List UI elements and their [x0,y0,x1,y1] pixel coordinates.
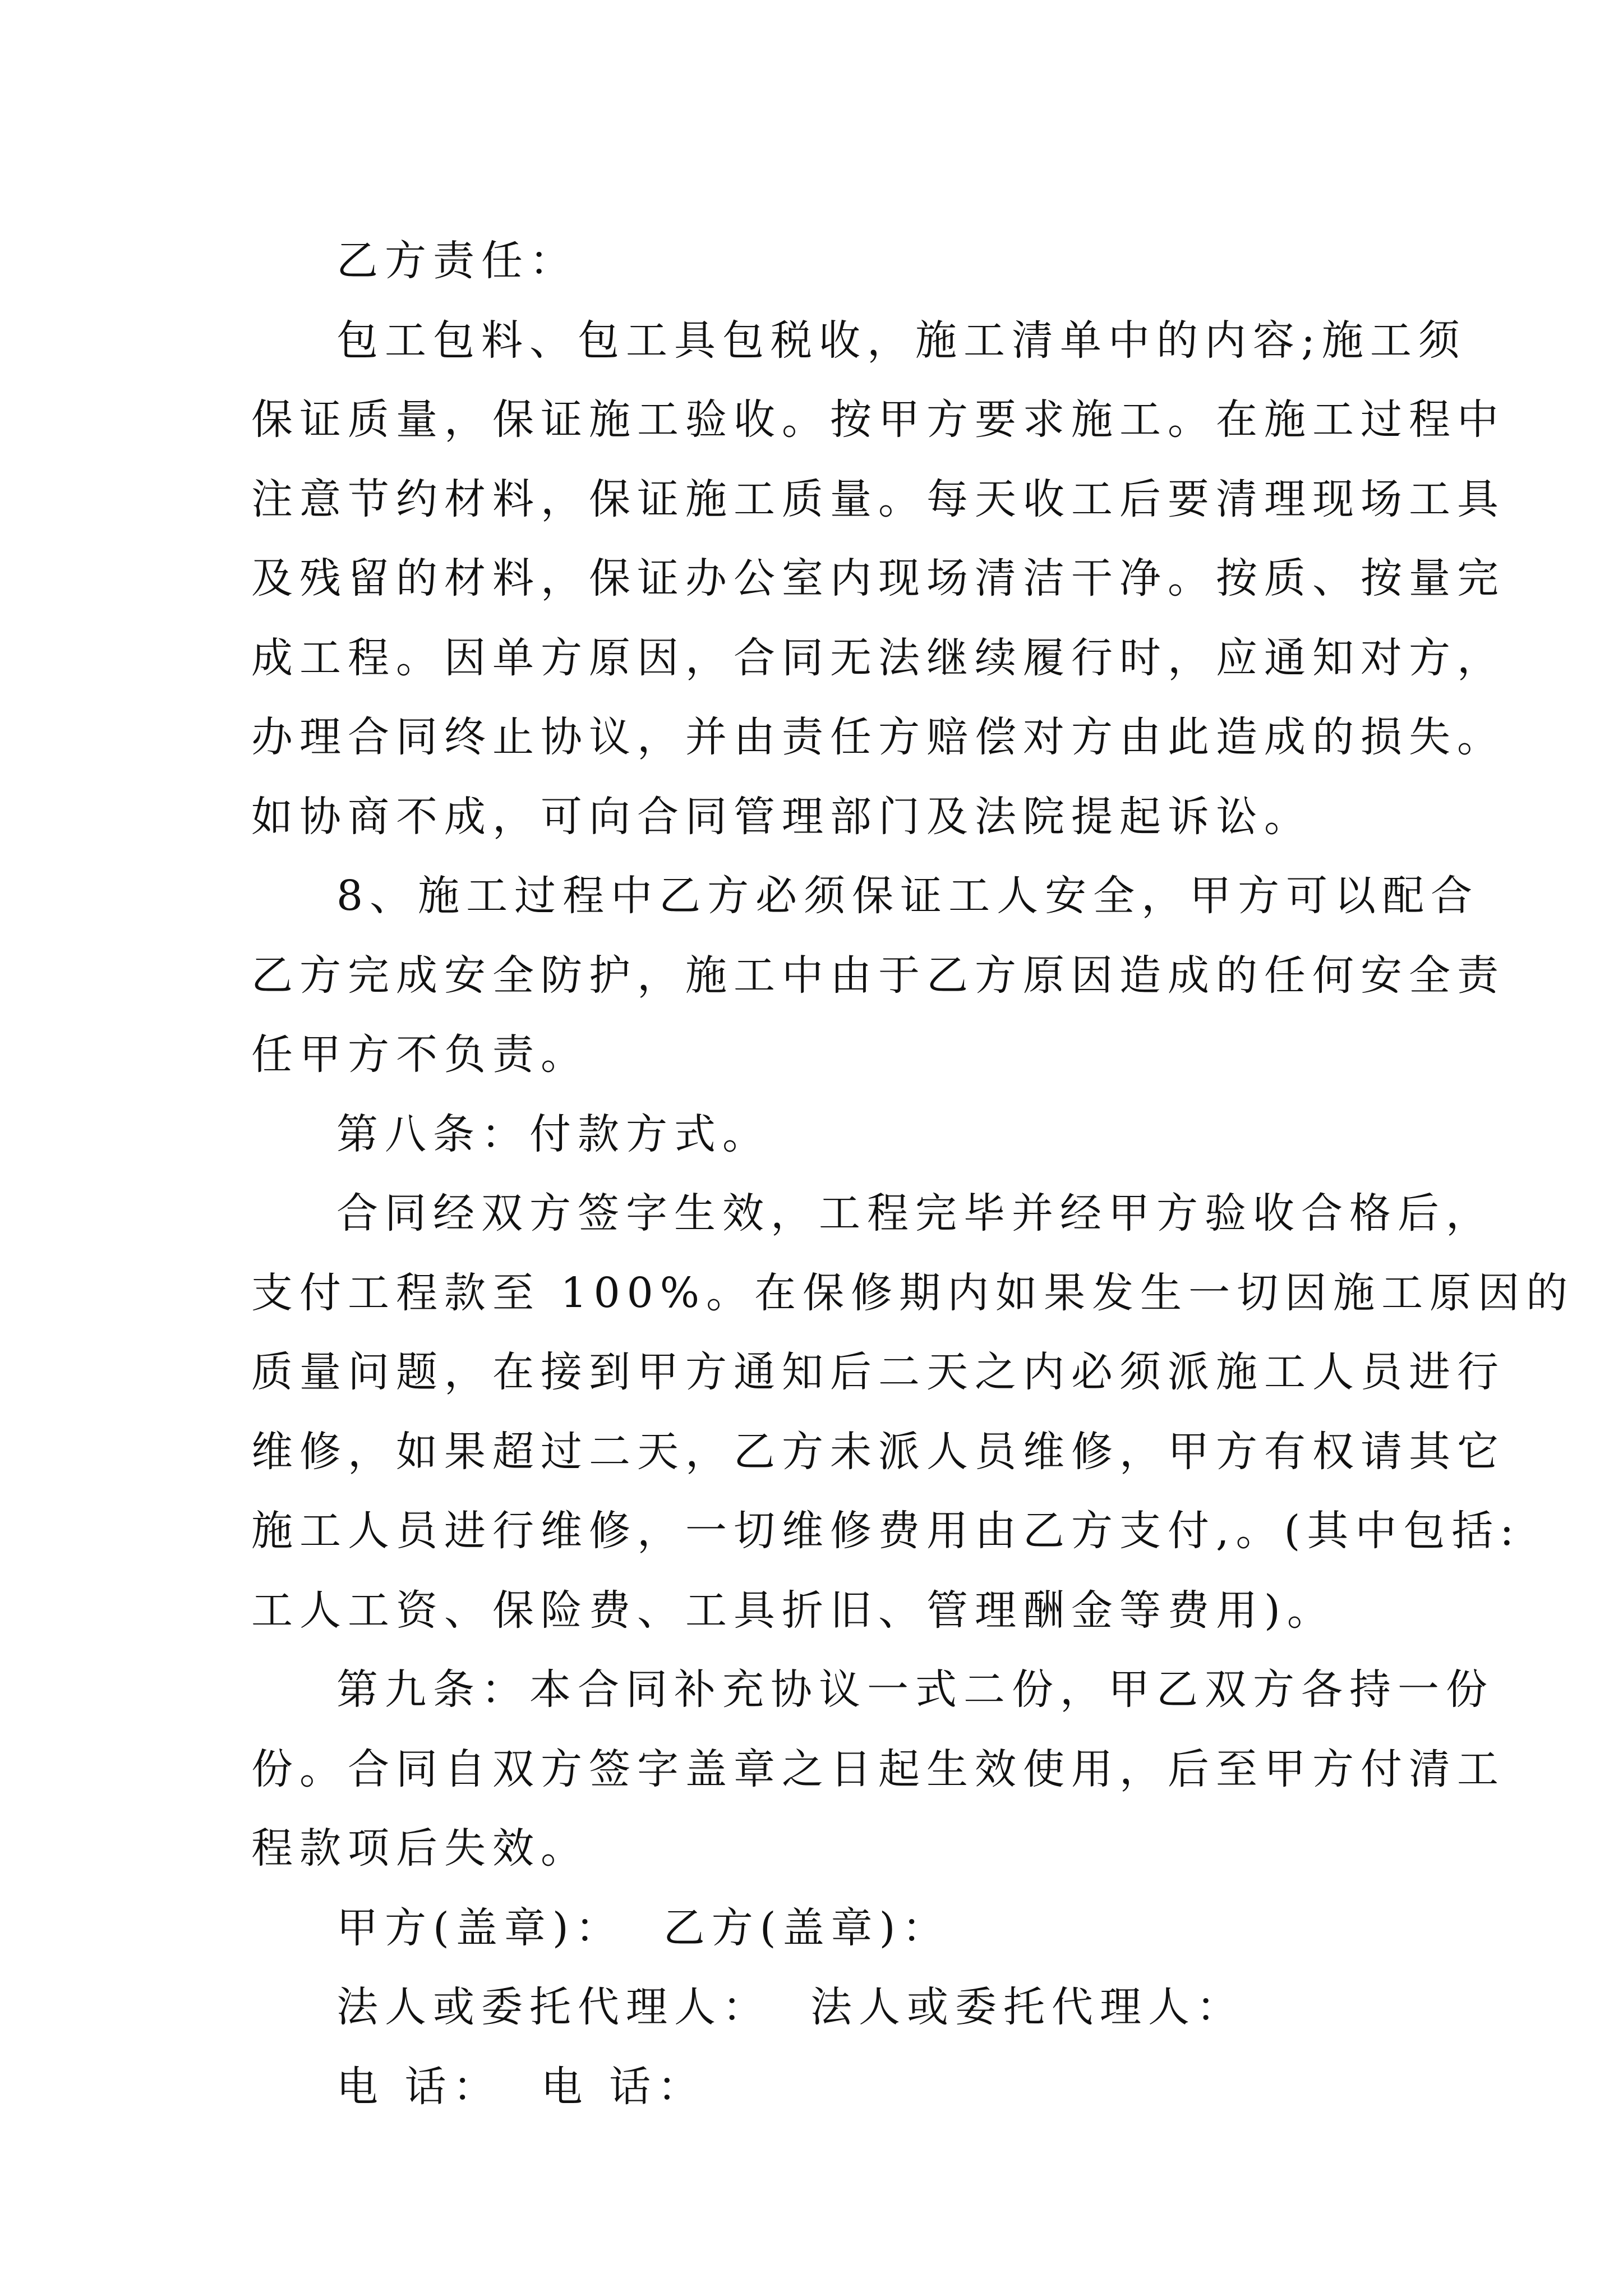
text-line: 合同经双方签字生效，工程完毕并经甲方验收合格后， [336,1189,1494,1237]
text-line: 第九条：本合同补充协议一式二份，甲乙双方各持一份 [336,1665,1494,1714]
text-line: 任甲方不负责。 [251,1030,589,1079]
text-line: 包工包料、包工具包税收，施工清单中的内容;施工须 [336,316,1467,365]
text-line: 维修，如果超过二天，乙方未派人员维修，甲方有权请其它 [251,1427,1505,1476]
signature-phone-line: 电 话： 电 话： [336,2062,706,2111]
text-line: 份。合同自双方签字盖章之日起生效使用，后至甲方付清工 [251,1745,1505,1793]
signature-seal-line: 甲方(盖章)： 乙方(盖章)： [336,1903,951,1952]
text-line: 及残留的材料，保证办公室内现场清洁干净。按质、按量完 [251,554,1505,602]
text-line: 8、施工过程中乙方必须保证工人安全，甲方可以配合 [336,872,1479,920]
text-line: 质量问题，在接到甲方通知后二天之内必须派施工人员进行 [251,1348,1505,1396]
text-line: 程款项后失效。 [251,1824,589,1872]
text-line: 保证质量，保证施工验收。按甲方要求施工。在施工过程中 [251,395,1505,444]
text-line: 乙方责任： [336,237,578,285]
section-heading: 第八条：付款方式。 [336,1110,771,1158]
text-line: 如协商不成，可向合同管理部门及法院提起诉讼。 [251,792,1312,841]
text-line: 支付工程款至 100%。在保修期内如果发生一切因施工原因的 [251,1268,1575,1317]
text-line: 办理合同终止协议，并由责任方赔偿对方由此造成的损失。 [251,713,1505,761]
document-body [251,222,1575,2127]
text-line: 工人工资、保险费、工具折旧、管理酬金等费用)。 [251,1586,1335,1635]
text-line: 注意节约材料，保证施工质量。每天收工后要清理现场工具 [251,475,1505,523]
signature-agent-line: 法人或委托代理人： 法人或委托代理人： [336,1983,1245,2031]
text-line: 乙方完成安全防护，施工中由于乙方原因造成的任何安全责 [251,951,1505,1000]
text-line: 施工人员进行维修，一切维修费用由乙方支付,。(其中包括: [251,1507,1521,1555]
text-line: 成工程。因单方原因，合同无法继续履行时，应通知对方， [251,633,1505,682]
